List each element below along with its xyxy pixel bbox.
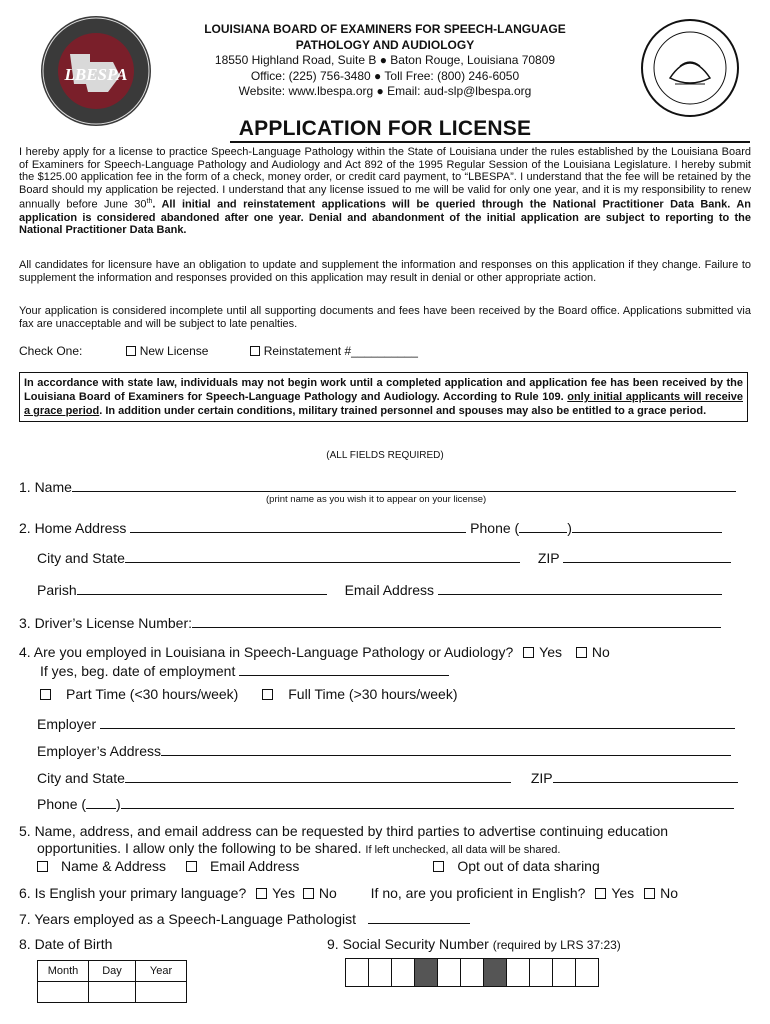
employer-field[interactable]: Employer (37, 715, 735, 732)
checkbox-icon[interactable] (576, 647, 587, 658)
svg-text:LBESPA: LBESPA (64, 65, 128, 84)
intro-paragraph-3: Your application is considered incomplete until all supporting documents and fees have been received by the Board office. Applications submitted via fax are unacceptable and will be subject to late penalties. (19, 305, 751, 330)
q5-text-2: opportunities. I allow only the following to be shared. If left unchecked, all data will be shared. (37, 840, 561, 856)
checkbox-icon[interactable] (250, 346, 260, 356)
drivers-license-input[interactable] (192, 614, 721, 628)
city-state-input[interactable] (125, 549, 520, 563)
part-time-option[interactable]: Part Time (<30 hours/week) (40, 686, 238, 702)
checkbox-icon[interactable] (186, 861, 197, 872)
ssn-digit-box[interactable] (369, 959, 392, 986)
name-field[interactable]: 1. Name (19, 478, 736, 495)
check-one-label: Check One: (19, 344, 83, 358)
grace-period-notice: In accordance with state law, individuals may not begin work until a completed application and application fee has been received by the Louisiana Board of Examiners for Speech-Language Pathology and Audiology. According to Rule 109. only initial applicants will receive a grace period. In addition under certain conditions, military trained personnel and spouses may also be entitled to a grace period. (19, 372, 748, 422)
intro-paragraph-2: All candidates for licensure have an obligation to update and supplement the information and responses on this application if they change. Failure to supplement the information and responses provided on this application may result in denial or other appropriate action. (19, 259, 751, 284)
drivers-license-field[interactable]: 3. Driver’s License Number: (19, 614, 721, 631)
name-hint: (print name as you wish it to appear on your license) (266, 494, 487, 505)
ssn-digit-box[interactable] (576, 959, 598, 986)
checkbox-icon[interactable] (126, 346, 136, 356)
ssn-digit-box[interactable] (346, 959, 369, 986)
share-email-option[interactable]: Email Address (186, 858, 299, 874)
parish-email-row[interactable]: Parish Email Address (37, 581, 722, 598)
title-rule (230, 141, 750, 143)
ssn-digit-box[interactable] (461, 959, 484, 986)
opt-out-option[interactable]: Opt out of data sharing (433, 858, 599, 874)
board-name-line1: LOUISIANA BOARD OF EXAMINERS FOR SPEECH-LANGUAGE (204, 22, 566, 36)
employer-phone-input[interactable] (121, 795, 734, 809)
ssn-boxes[interactable] (345, 958, 599, 987)
name-input-line[interactable] (72, 478, 736, 492)
ssn-digit-box[interactable] (392, 959, 415, 986)
dob-year-header: Year (136, 961, 187, 982)
board-name-line2: PATHOLOGY AND AUDIOLOGY (295, 37, 475, 52)
begin-date-field[interactable]: If yes, beg. date of employment (40, 662, 449, 679)
english-proficient-no[interactable]: No (644, 885, 678, 901)
ssn-digit-box[interactable] (507, 959, 530, 986)
dob-table[interactable] (37, 960, 187, 1003)
intro-paragraph-1: I hereby apply for a license to practice Speech-Language Pathology within the State of Louisiana under the rules established by the Louisiana Board of Examiners for Speech-Language Pathology and Audiology and Act 892 of the 1995 Regular Session of the Louisiana Legislature. I hereby submit the $125.00 application fee in the form of a check, money order, or credit card payment, to “LBESPA”. I understand that the fee will be retained by the Board should my application be rejected. I understand that any license issued to me will be valid for only one year, and it is my responsibility to renew annually before June 30th. All initial and reinstatement applications will be queried through the National Practitioner Data Bank. An application is considered abandoned after one year. Denial and abandonment of the initial application are subject to reporting to the National Practitioner Data Bank. (19, 146, 751, 237)
page-title: APPLICATION FOR LICENSE (238, 117, 532, 140)
phone-area-input[interactable] (519, 519, 567, 533)
full-time-option[interactable]: Full Time (>30 hours/week) (262, 686, 457, 702)
q7-field[interactable]: 7. Years employed as a Speech-Language Pathologist (19, 910, 470, 927)
ssn-separator (484, 959, 507, 986)
reinstatement-option[interactable]: Reinstatement #__________ (250, 344, 418, 358)
dob-day-input[interactable] (89, 982, 136, 1003)
dob-month-header: Month (38, 961, 89, 982)
employer-address-input[interactable] (161, 742, 731, 756)
ssn-separator (415, 959, 438, 986)
checkbox-icon[interactable] (433, 861, 444, 872)
employer-phone-area-input[interactable] (86, 795, 116, 809)
q5-options (37, 858, 600, 874)
parish-input[interactable] (77, 581, 327, 595)
new-license-option[interactable]: New License (126, 344, 209, 358)
english-proficient-yes[interactable]: Yes (595, 885, 634, 901)
employer-phone-field[interactable]: Phone ( ) (37, 795, 734, 812)
employment-question: 4. Are you employed in Louisiana in Speech-Language Pathology or Audiology? Yes No (19, 644, 610, 660)
ssn-digit-box[interactable] (553, 959, 576, 986)
dob-year-input[interactable] (136, 982, 187, 1003)
english-primary-yes[interactable]: Yes (256, 885, 295, 901)
lbespa-seal-logo (28, 14, 164, 129)
checkbox-icon[interactable] (40, 689, 51, 700)
employer-input[interactable] (100, 715, 735, 729)
phone-line: Office: (225) 756-3480 ● Toll Free: (800) 246-6050 (250, 68, 520, 83)
employer-zip-input[interactable] (553, 769, 738, 783)
website-line: Website: www.lbespa.org ● Email: aud-slp@lbespa.org (238, 84, 532, 98)
dob-day-header: Day (89, 961, 136, 982)
state-seal-logo (640, 18, 740, 118)
employer-city-state-input[interactable] (125, 769, 511, 783)
checkbox-icon[interactable] (256, 888, 267, 899)
checkbox-icon[interactable] (523, 647, 534, 658)
checkbox-icon[interactable] (37, 861, 48, 872)
work-hours-row (40, 686, 457, 702)
english-primary-no[interactable]: No (303, 885, 337, 901)
email-input[interactable] (438, 581, 722, 595)
dob-month-input[interactable] (38, 982, 89, 1003)
ssn-digit-box[interactable] (438, 959, 461, 986)
checkbox-icon[interactable] (644, 888, 655, 899)
checkbox-icon[interactable] (262, 689, 273, 700)
q6-row: 6. Is English your primary language? Yes No If no, are you proficient in English? Yes No (19, 885, 678, 901)
header-block (150, 22, 620, 100)
employed-no-option[interactable]: No (576, 644, 610, 660)
home-address-field[interactable]: 2. Home Address Phone ( ) (19, 519, 722, 536)
years-employed-input[interactable] (368, 910, 470, 924)
employed-yes-option[interactable]: Yes (523, 644, 562, 660)
dob-label: 8. Date of Birth (19, 936, 113, 952)
address-line: 18550 Highland Road, Suite B ● Baton Rouge, Louisiana 70809 (214, 53, 556, 67)
all-fields-required-note: (ALL FIELDS REQUIRED) (326, 450, 444, 461)
ssn-label: 9. Social Security Number (required by LRS 37:23) (327, 936, 621, 952)
share-name-address-option[interactable]: Name & Address (37, 858, 166, 874)
home-address-input[interactable] (130, 519, 466, 533)
checkbox-icon[interactable] (303, 888, 314, 899)
ssn-digit-box[interactable] (530, 959, 553, 986)
checkbox-icon[interactable] (595, 888, 606, 899)
q5-text: 5. Name, address, and email address can be requested by third parties to advertise continuing education (19, 823, 669, 839)
employer-city-state-field[interactable]: City and State ZIP (37, 769, 738, 786)
city-state-field[interactable]: City and State ZIP (37, 549, 731, 566)
begin-date-input[interactable] (239, 662, 449, 676)
zip-input[interactable] (563, 549, 731, 563)
employer-address-field[interactable]: Employer’s Address (37, 742, 731, 759)
check-one-row (19, 344, 418, 358)
phone-input[interactable] (572, 519, 722, 533)
